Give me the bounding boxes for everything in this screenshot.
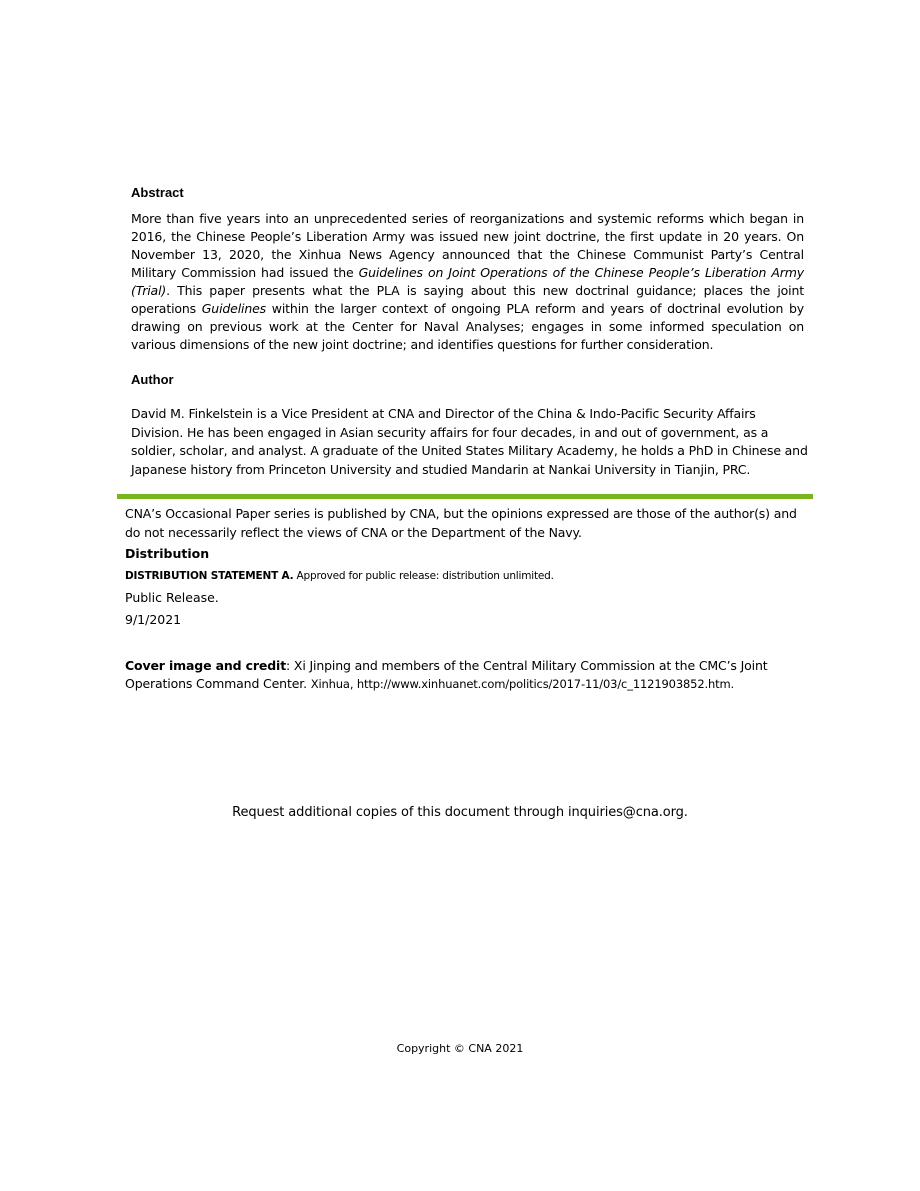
author-heading: Author — [131, 372, 174, 387]
abstract-italic-title: Guidelines on Joint Operations of the Chinese People’s Liberation Army (Trial) — [131, 265, 804, 298]
copyright-notice: Copyright © CNA 2021 — [396, 1042, 524, 1055]
cover-credit-source: Xinhua, http://www.xinhuanet.com/politics/2017-11/03/c_1121903852.htm. — [310, 677, 735, 691]
green-divider — [117, 494, 813, 499]
distribution-statement-label: DISTRIBUTION STATEMENT A. — [125, 570, 294, 582]
abstract-italic-guidelines: Guidelines — [201, 301, 267, 316]
author-bio: David M. Finkelstein is a Vice President at CNA and Director of the China & Indo-Pacific Security Affairs Division. He has been engaged in Asian security affairs for four decades, in and out of government, as a soldier, scholar, and analyst. A graduate of the United States Military Academy, he holds a PhD in Chinese and Japanese history from Princeton University and studied Mandarin at Nankai University in Tianjin, PRC. — [131, 406, 808, 477]
cover-credit — [125, 657, 805, 693]
abstract-text — [131, 210, 804, 354]
release-date: 9/1/2021 — [125, 612, 182, 627]
abstract-text-part-3: within the larger context of ongoing PLA reform and years of doctrinal evolution by drawing on previous work at the Center for Naval Analyses; engages in some informed speculation on various dimensions of the new joint doctrine; and identifies questions for further consideration. — [131, 301, 804, 352]
public-release: Public Release. — [125, 590, 219, 605]
request-copies-text: Request additional copies of this document through inquiries@cna.org. — [232, 805, 688, 820]
disclaimer-text: CNA’s Occasional Paper series is published by CNA, but the opinions expressed are those of the author(s) and do not necessarily reflect the views of CNA or the Department of the Navy. — [125, 506, 797, 540]
distribution-statement — [125, 569, 554, 583]
cover-credit-text: : Xi Jinping and members of the Central Military Commission at the CMC’s Joint Operations Command Center. — [125, 658, 768, 691]
distribution-heading: Distribution — [125, 546, 210, 561]
cover-credit-label: Cover image and credit — [125, 658, 287, 673]
distribution-statement-text: Approved for public release: distribution unlimited. — [293, 570, 554, 582]
abstract-text-part-1: More than five years into an unprecedented series of reorganizations and systemic reforms which began in 2016, the Chinese People’s Liberation Army was issued new joint doctrine, the first update in 20 years. On November 13, 2020, the Xinhua News Agency announced that the Chinese Communist Party’s Central Military Commission had issued the — [131, 211, 804, 280]
abstract-text-part-2: . This paper presents what the PLA is saying about this new doctrinal guidance; places the joint operations — [131, 283, 804, 316]
abstract-heading: Abstract — [131, 185, 184, 200]
